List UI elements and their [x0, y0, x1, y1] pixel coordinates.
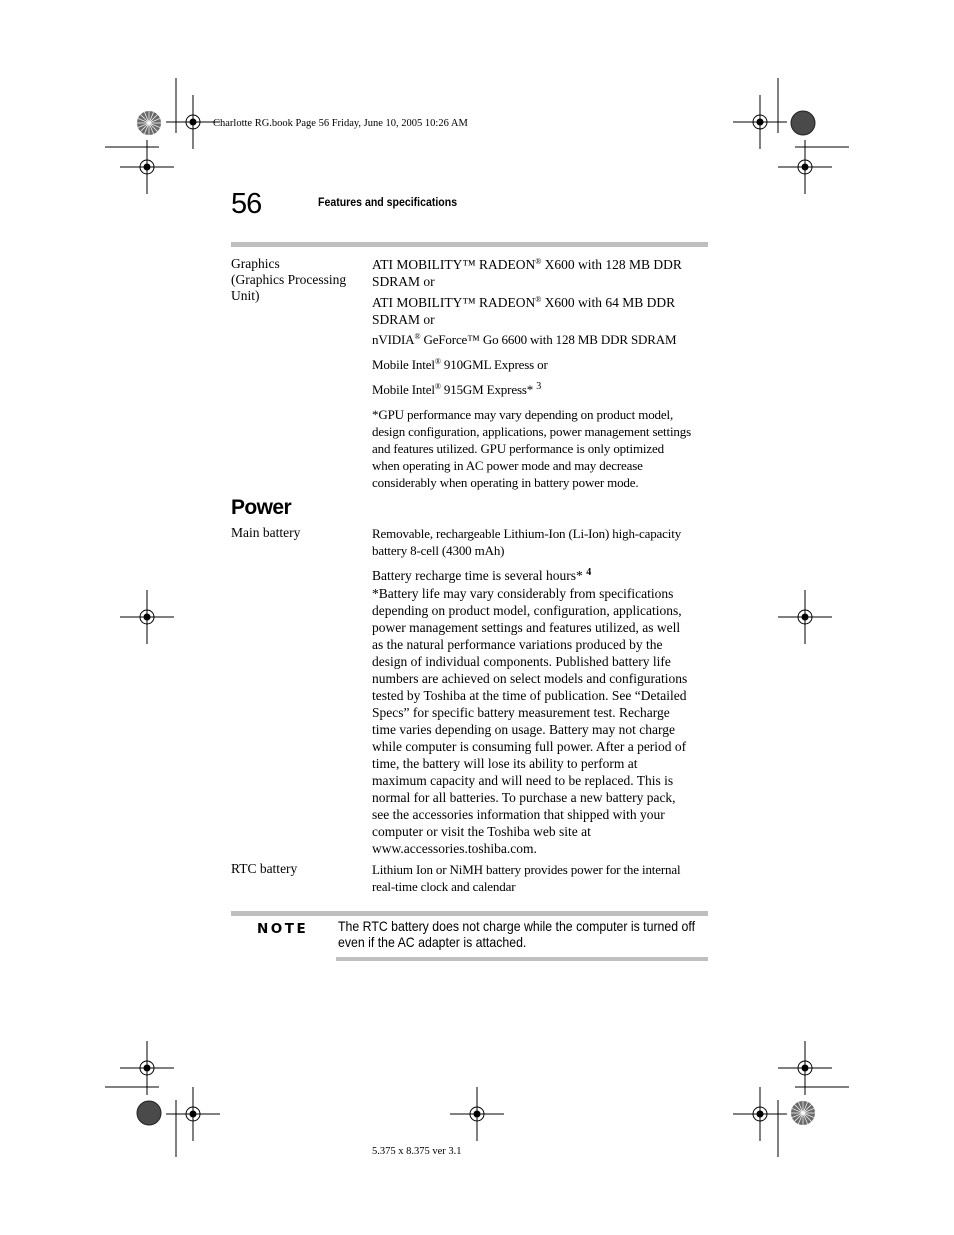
table-top-rule: [231, 242, 708, 247]
graphics-option-2: ATI MOBILITY™ RADEON® X600 with 64 MB DDR SDRAM or: [372, 295, 676, 327]
note-text: The RTC battery does not charge while the computer is turned off even if the AC adapter is attached.: [338, 918, 696, 950]
page-number: 56: [231, 188, 262, 220]
footer-version: 5.375 x 8.375 ver 3.1: [372, 1146, 462, 1157]
rtc-battery-label: RTC battery: [231, 861, 298, 876]
graphics-option-5: Mobile Intel® 915GM Express* $^3$: [372, 381, 542, 397]
battery-life-note: *Battery life may vary considerably from specifications depending on product model, configuration, applications, power management settings and features utilized, as well as the natural performance variations produced by the design of individual components. Published battery life numbers are achieved on select models and configurations tested by Toshiba at the time of publication. See “Detailed Specs” for specific battery measurement test. Recharge time varies depending on usage. Battery may not charge while computer is consuming full power. After a period of time, the battery will lose its ability to perform at maximum capacity and will need to be replaced. This is normal for all batteries. To purchase a new battery pack, see the accessories information that shipped with your computer or visit the Toshiba web site at www.accessories.toshiba.com.: [372, 586, 688, 856]
power-heading: Power: [231, 496, 292, 519]
print-slug: Charlotte RG.book Page 56 Friday, June 10, 2005 10:26 AM: [213, 118, 468, 129]
running-head: Features and specifications: [318, 195, 458, 209]
graphics-label: Graphics (Graphics Processing Unit): [231, 256, 347, 303]
registration-target-icon: [778, 140, 832, 194]
registration-target-icon: [733, 95, 787, 149]
registration-target-icon: [120, 140, 174, 194]
main-battery-description: Removable, rechargeable Lithium-Ion (Li-Ion) high-capacity battery 8-cell (4300 mAh): [372, 526, 682, 558]
registration-burst-icon: [791, 1101, 815, 1125]
main-battery-label: Main battery: [231, 525, 301, 540]
registration-burst-icon: [137, 111, 161, 135]
registration-dark-icon: [137, 1101, 161, 1125]
registration-target-icon: [166, 95, 220, 149]
note-top-rule: [231, 911, 708, 916]
gpu-performance-note: *GPU performance may vary depending on product model, design configuration, applications, power management settings and features utilized. GPU performance is only optimized when operating in AC power mode and may decrease considerably when operating in battery power mode.: [372, 407, 692, 490]
registration-target-icon: [120, 590, 174, 644]
note-label: NOTE: [257, 921, 309, 937]
graphics-option-1: ATI MOBILITY™ RADEON® X600 with 128 MB DDR SDRAM or: [372, 257, 682, 289]
registration-target-icon: [166, 1087, 220, 1141]
battery-recharge-time: Battery recharge time is several hours* $^4$: [372, 567, 592, 583]
registration-dark-icon: [791, 111, 815, 135]
graphics-option-3: nVIDIA® GeForce™ Go 6600 with 128 MB DDR SDRAM: [372, 332, 677, 347]
graphics-option-4: Mobile Intel® 910GML Express or: [372, 357, 548, 372]
note-bottom-rule: [336, 957, 708, 961]
registration-target-icon: [778, 590, 832, 644]
registration-target-icon: [450, 1087, 504, 1141]
rtc-battery-description: Lithium Ion or NiMH battery provides power for the internal real-time clock and calendar: [372, 862, 681, 894]
registration-target-icon: [733, 1087, 787, 1141]
